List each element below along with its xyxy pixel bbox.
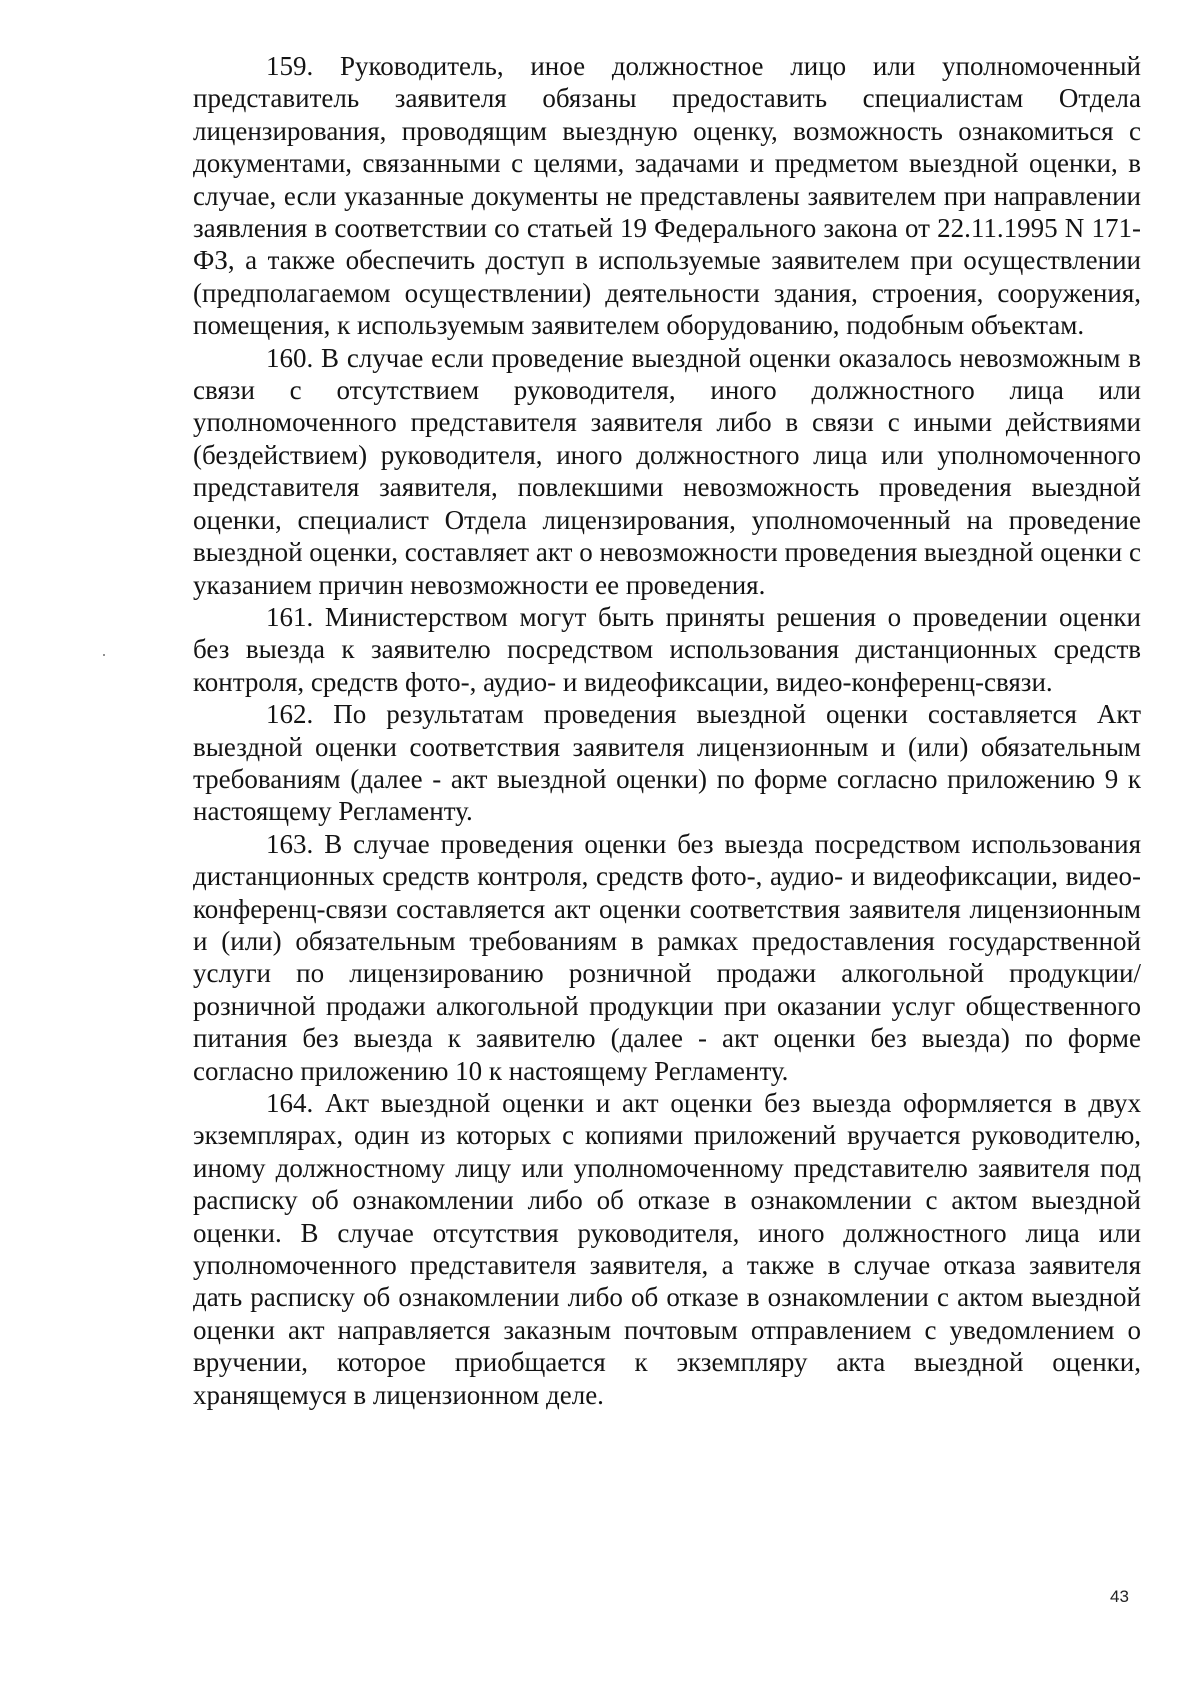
page-number: 43 (1110, 1587, 1129, 1606)
paragraph-161: 161. Министерством могут быть приняты решения о проведении оценки без выезда к заявителю посредством использования дистанционных средств контроля, средств фото-, аудио- и видеофиксации, видео-конференц-связи. (193, 601, 1141, 697)
paragraph-159: 159. Руководитель, иное должностное лицо или уполномоченный представитель заявителя обязаны предоставить специалистам Отдела лицензирования, проводящим выездную оценку, возможность ознакомиться с документами, связанными с целями, задачами и предметом выездной оценки, в случае, если указанные документы не представлены заявителем при направлении заявления в соответствии со статьей 19 Федерального закона от 22.11.1995 N 171-ФЗ, а также обеспечить доступ в используемые заявителем при осуществлении (предполагаемом осуществлении) деятельности здания, строения, сооружения, помещения, к используемым заявителем оборудованию, подобным объектам. (193, 51, 1141, 341)
paragraph-164: 164. Акт выездной оценки и акт оценки без выезда оформляется в двух экземплярах, один из которых с копиями приложений вручается руководителю, иному должностному лицу или уполномоченному представителю заявителя под расписку об ознакомлении либо об отказе в ознакомлении с актом выездной оценки. В случае отсутствия руководителя, иного должностного лица или уполномоченного представителя заявителя, а также в случае отказа заявителя дать расписку об ознакомлении либо об отказе в ознакомлении с актом выездной оценки акт направляется заказным почтовым отправлением с уведомлением о вручении, которое приобщается к экземпляру акта выездной оценки, хранящемуся в лицензионном деле. (193, 1088, 1141, 1410)
paragraph-163: 163. В случае проведения оценки без выезда посредством использования дистанционных средств контроля, средств фото-, аудио- и видеофиксации, видео-конференц-связи составляется акт оценки соответствия заявителя лицензионным и (или) обязательным требованиям в рамках предоставления государственной услуги по лицензированию розничной продажи алкогольной продукции/розничной продажи алкогольной продукции при оказании услуг общественного питания без выезда к заявителю (далее - акт оценки без выезда) по форме согласно приложению 10 к настоящему Регламенту. (193, 828, 1141, 1086)
document-body (193, 50, 1141, 1411)
scan-speck (103, 654, 105, 656)
paragraph-160: 160. В случае если проведение выездной оценки оказалось невозможным в связи с отсутствием руководителя, иного должностного лица или уполномоченного представителя заявителя либо в связи с иными действиями (бездействием) руководителя, иного должностного лица или уполномоченного представителя заявителя, повлекшими невозможность проведения выездной оценки, специалист Отдела лицензирования, уполномоченный на проведение выездной оценки, составляет акт о невозможности проведения выездной оценки с указанием причин невозможности ее проведения. (193, 342, 1141, 600)
paragraph-162: 162. По результатам проведения выездной оценки составляется Акт выездной оценки соответствия заявителя лицензионным и (или) обязательным требованиям (далее - акт выездной оценки) по форме согласно приложению 9 к настоящему Регламенту. (193, 699, 1141, 827)
